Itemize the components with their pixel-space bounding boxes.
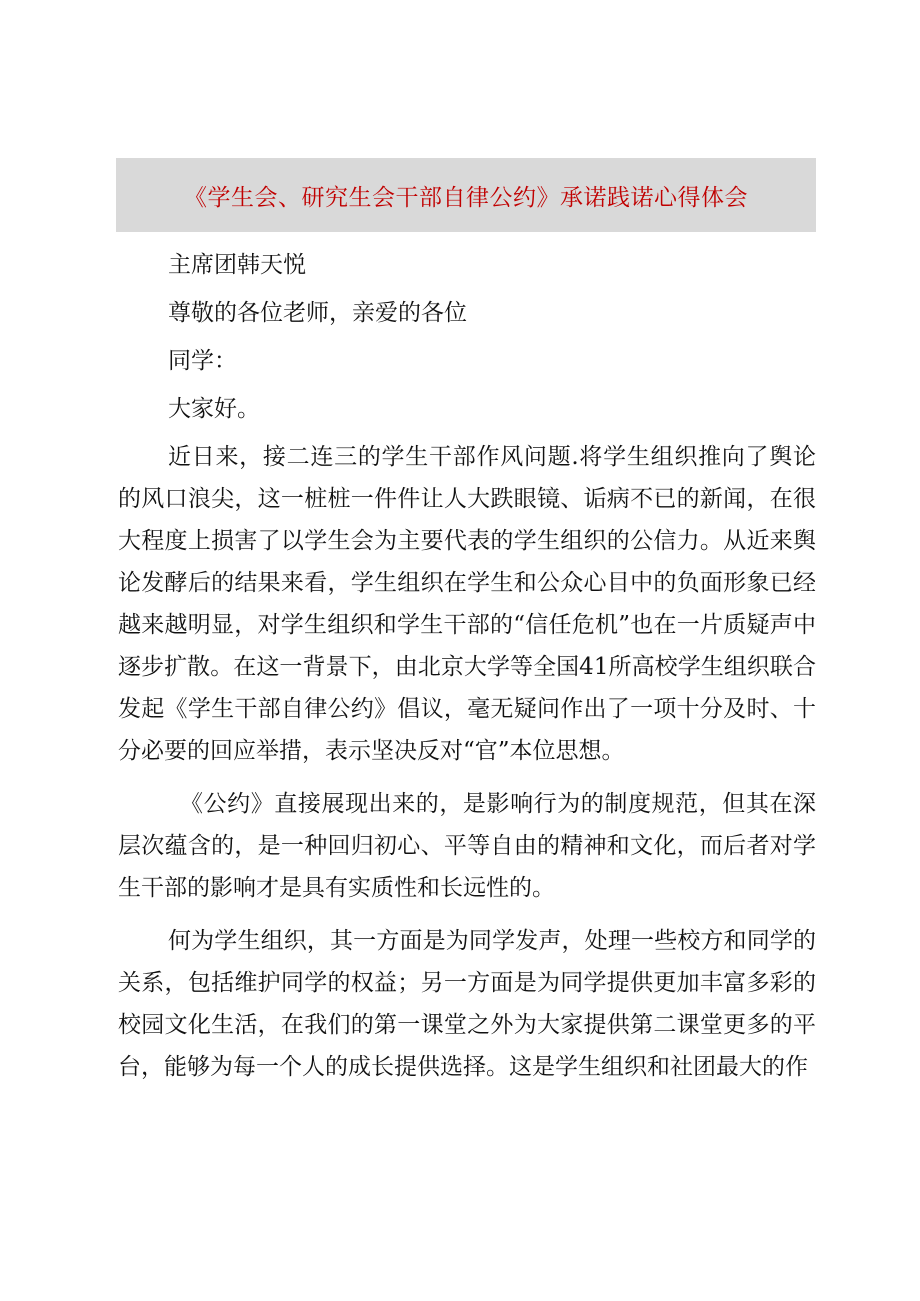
greeting-line: 大家好。	[168, 396, 260, 422]
author-line: 主席团韩天悦	[168, 252, 306, 278]
title-banner	[116, 158, 816, 232]
document-body	[118, 244, 816, 1088]
body-paragraph: 《公约》直接展现出来的，是影响行为的制度规范，但其在深层次蕴含的，是一种回归初心、平等自由的精神和文化，而后者对学生干部的影响才是具有实质性和长远性的。	[118, 791, 816, 901]
salutation-line-cont: 同学：	[168, 348, 237, 374]
salutation-line: 尊敬的各位老师，亲爱的各位	[168, 300, 467, 326]
document-title: 《学生会、研究生会干部自律公约》承诺践诺心得体会	[184, 184, 748, 211]
body-paragraph: 何为学生组织，其一方面是为同学发声，处理一些校方和同学的关系，包括维护同学的权益；另一方面是为同学提供更加丰富多彩的校园文化生活，在我们的第一课堂之外为大家提供第二课堂更多的平台，能够为每一个人的成长提供选择。这是学生组织和社团最大的作	[118, 928, 816, 1080]
body-paragraph: 近日来，接二连三的学生干部作风问题.将学生组织推向了舆论的风口浪尖，这一桩桩一件件让人大跌眼镜、诟病不已的新闻，在很大程度上损害了以学生会为主要代表的学生组织的公信力。从近来舆论发酵后的结果来看，学生组织在学生和公众心目中的负面形象已经越来越明显，对学生组织和学生干部的“信任危机”也在一片质疑声中逐步扩散。在这一背景下，由北京大学等全国41所高校学生组织联合发起《学生干部自律公约》倡议，毫无疑问作出了一项十分及时、十分必要的回应举措，表示坚决反对“官”本位思想。	[118, 444, 816, 764]
intro-block	[168, 244, 816, 430]
